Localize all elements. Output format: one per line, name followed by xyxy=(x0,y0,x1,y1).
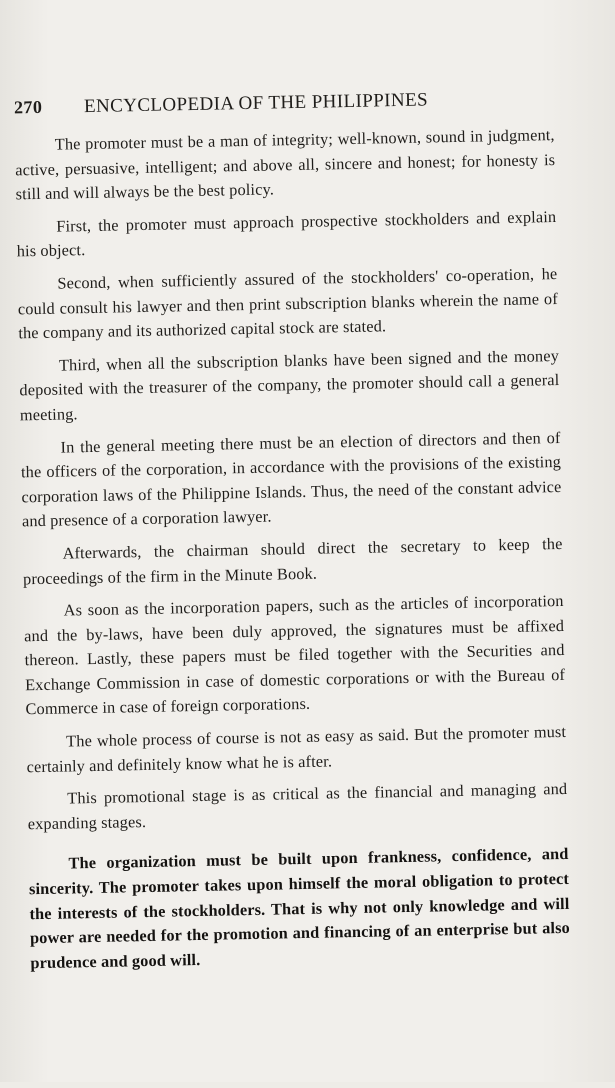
paragraph-promotional-stage: This promotional stage is as critical as the financial and managing and expanding stages. xyxy=(27,779,568,834)
paragraph-incorporation-papers: As soon as the incorporation papers, such as the articles of incorporation and the by-laws, have been duly approved, the signatures must be affixed thereon. Lastly, these papers must be filed together with the Securities and Exchange Commission in case of domestic corporations or with the Bureau of Commerce in case of foreign corporations. xyxy=(23,591,566,719)
body-text xyxy=(15,123,571,984)
paragraph-third-step: Third, when all the subscription blanks have been signed and the money deposited with the treasurer of the company, the promoter should call a general meeting. xyxy=(19,345,560,425)
paragraph-organization-closing: The organization must be built upon frankness, confidence, and sincerity. The promoter takes upon himself the moral obligation to protect the interests of the stockholders. That is why not only knowledge and will power are needed for the promotion and financing of an enterprise but also prudence and good will. xyxy=(28,844,571,973)
paragraph-second-step: Second, when sufficiently assured of the stockholders' co-operation, he could consult his lawyer and then print subscription blanks wherein the name of the company and its authorized capital stock are stated. xyxy=(17,263,558,343)
paragraph-whole-process: The whole process of course is not as easy as said. But the promoter must certainly and definitely know what he is after. xyxy=(26,721,567,776)
page-number: 270 xyxy=(13,96,43,118)
paragraph-first-step: First, the promoter must approach prospective stockholders and explain his object. xyxy=(16,206,557,261)
page-header xyxy=(14,87,554,123)
paragraph-promoter-qualities: The promoter must be a man of integrity; well-known, sound in judgment, active, persuasive, intelligent; and above all, sincere and honest; for honesty is still and will always be the best policy. xyxy=(15,125,556,204)
paragraph-minute-book: Afterwards, the chairman should direct the secretary to keep the proceedings of the firm in the Minute Book. xyxy=(22,533,563,588)
running-head: ENCYCLOPEDIA OF THE PHILIPPINES xyxy=(83,89,429,118)
paragraph-general-meeting: In the general meeting there must be an election of directors and then of the officers of the corporation, in accordance with the provisions of the existing corporation laws of the Philippine Islands. Thus, the need of the constant advice and presence of a corporation lawyer. xyxy=(20,427,562,531)
